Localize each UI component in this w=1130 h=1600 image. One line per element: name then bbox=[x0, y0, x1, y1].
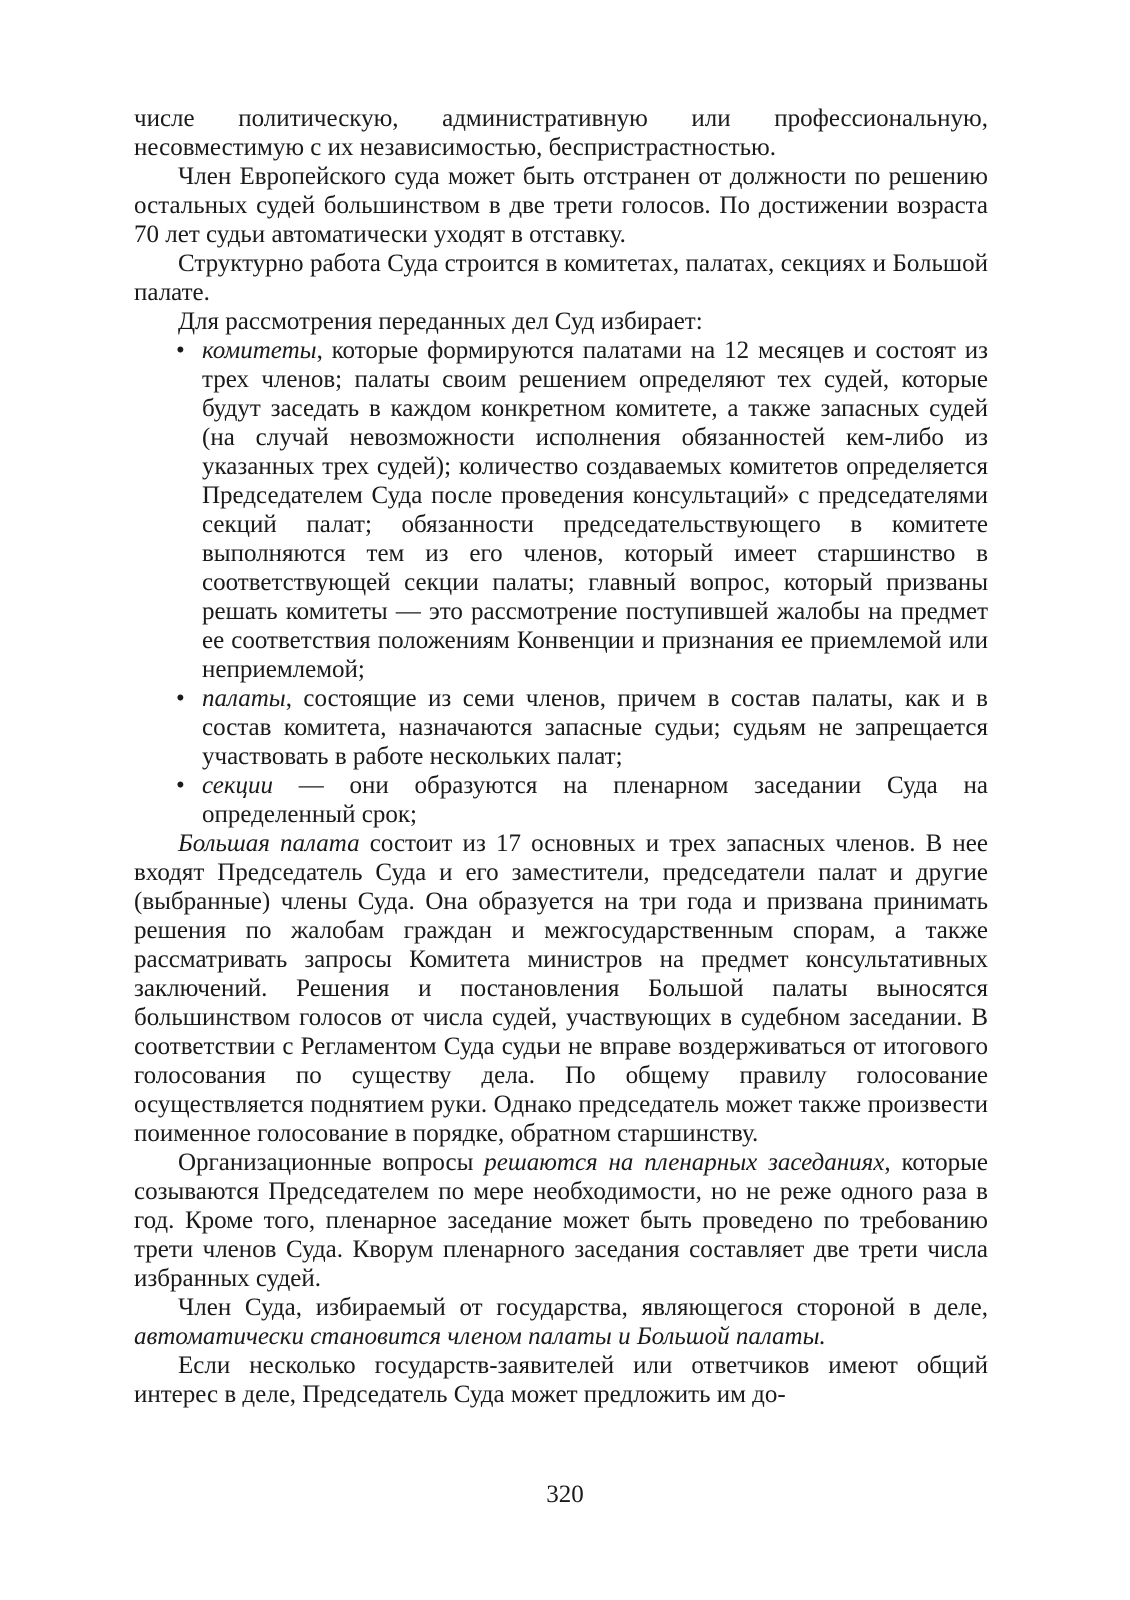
paragraph-judge-removal: Член Европейского суда может быть отстранен от должности по решению остальных судей большинством в две трети голосов. По достижении возраста 70 лет судьи автоматически уходят в отставку. bbox=[134, 163, 988, 248]
bullet-marker: • bbox=[176, 772, 185, 799]
paragraph-text: Член Суда, избираемый от государства, являющегося стороной в деле, bbox=[178, 1294, 988, 1321]
list-item-text: , состоящие из семи членов, причем в состав палаты, как и в состав комитета, назначаются запасные судьи; судьям не запрещается участвовать в работе нескольких палат; bbox=[202, 685, 988, 770]
emphasis-automatic-member: автоматически становится членом палаты и Большой палаты. bbox=[134, 1323, 826, 1350]
list-item-text: , которые формируются палатами на 12 месяцев и состоят из трех членов; палаты своим решением определяют тех судей, которые будут заседать в каждом конкретном комитете, а также запасных судей (на случай невозможности исполнения обязанностей кем-либо из указанных трех судей); количество создаваемых комитетов определяется Председателем Суда после проведения консультаций» с председателями секций палат; обязанности председательствующего в комитете выполняются тем из его членов, который имеет старшинство в соответствующей секции палаты; главный вопрос, который призваны решать комитеты — это рассмотрение поступившей жалобы на предмет ее соответствия положениям Конвенции и признания ее приемлемой или неприемлемой; bbox=[202, 337, 988, 683]
list-item-chambers bbox=[176, 684, 988, 771]
paragraph-text: , которые созываются Председателем по мере необходимости, но не реже одного раза в год. Кроме того, пленарное заседание может быть проведено по требованию трети членов Суда. Кворум пленарного заседания составляет две трети числа избранных судей. bbox=[134, 1149, 989, 1292]
list-item-term: секции bbox=[202, 772, 274, 799]
page-body bbox=[134, 104, 988, 1409]
bullet-marker: • bbox=[176, 337, 185, 364]
paragraph-court-structure: Структурно работа Суда строится в комитетах, палатах, секциях и Большой палате. bbox=[134, 250, 988, 306]
bodies-list bbox=[134, 336, 988, 829]
paragraph-grand-chamber bbox=[134, 829, 988, 1148]
paragraph-plenary-sessions bbox=[134, 1148, 988, 1293]
paragraph-list-intro: Для рассмотрения переданных дел Суд избирает: bbox=[178, 308, 703, 335]
bullet-marker: • bbox=[176, 685, 185, 712]
paragraph-text: состоит из 17 основных и трех запасных членов. В нее входят Председатель Суда и его заместители, председатели палат и другие (выбранные) члены Суда. Она образуется на три года и призвана принимать решения по жалобам граждан и межгосударственным спорам, а также рассматривать запросы Комитета министров на предмет консультативных заключений. Решения и постановления Большой палаты выносятся большинством голосов от числа судей, участвующих в судебном заседании. В соответствии с Регламентом Суда судьи не вправе воздерживаться от итогового голосования по существу дела. По общему правилу голосование осуществляется поднятием руки. Однако председатель может также произвести поименное голосование в порядке, обратном старшинству. bbox=[134, 830, 988, 1147]
paragraph-national-judge bbox=[134, 1293, 988, 1351]
paragraph-continuation: числе политическую, административную или профессиональную, несовместимую с их независимостью, беспристрастностью. bbox=[134, 105, 988, 161]
list-item-term: палаты bbox=[202, 685, 286, 712]
list-item-term: комитеты bbox=[202, 337, 317, 364]
list-item-sections bbox=[176, 771, 988, 829]
emphasis-grand-chamber: Большая палата bbox=[178, 830, 360, 857]
page-number: 320 bbox=[546, 1481, 584, 1508]
list-item-committees bbox=[176, 336, 988, 684]
paragraph-text: Организационные вопросы bbox=[178, 1149, 485, 1176]
list-item-text: — они образуются на пленарном заседании Суда на определенный срок; bbox=[202, 772, 988, 828]
paragraph-common-interest: Если несколько государств-заявителей или ответчиков имеют общий интерес в деле, Председатель Суда может предложить им до- bbox=[134, 1352, 988, 1408]
emphasis-plenary: решаются на пленарных заседаниях bbox=[484, 1149, 885, 1176]
